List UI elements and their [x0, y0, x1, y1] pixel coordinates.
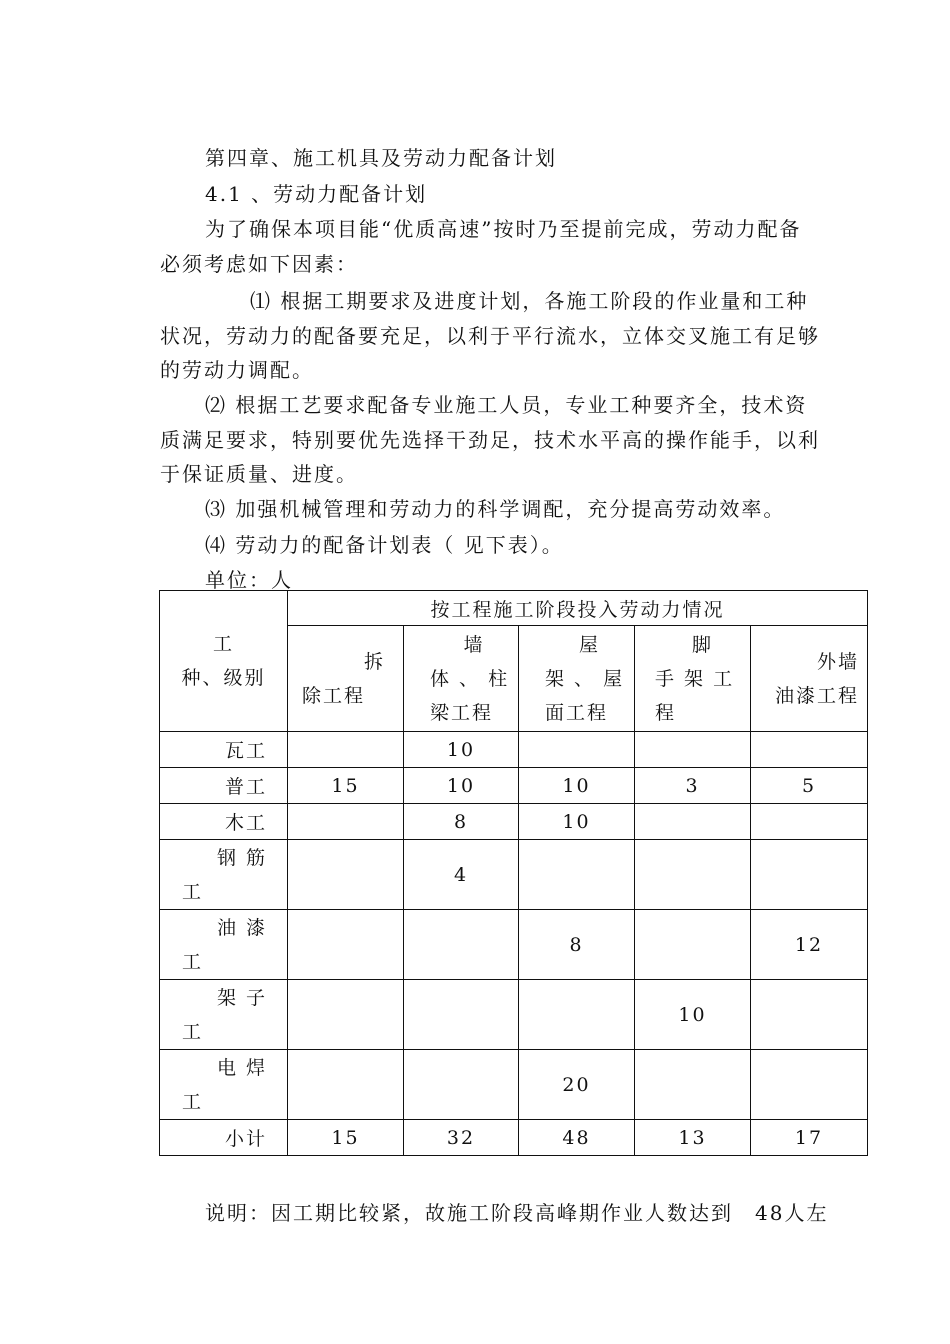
table-cell: 5 — [751, 768, 868, 804]
col-header-line: 程 — [655, 701, 677, 724]
col-header-line: 架 、 屋 — [545, 667, 625, 690]
table-cell: 15 — [288, 1120, 404, 1156]
item2-line-3: 于保证质量、进度。 — [160, 462, 358, 486]
table-cell — [404, 980, 519, 1050]
row-label-line-1: 架 子 — [216, 986, 267, 1009]
col-header-line: 面工程 — [545, 701, 609, 724]
col-header-wall — [404, 626, 519, 732]
col-header-line: 油漆工程 — [775, 684, 860, 707]
table-row — [160, 910, 868, 980]
table-cell: 10 — [404, 768, 519, 804]
item4: ⑷ 劳动力的配备计划表（ 见下表）。 — [205, 533, 564, 557]
table-cell: 48 — [519, 1120, 635, 1156]
intro-line-1: 为了确保本项目能“优质高速”按时乃至提前完成，劳动力配备 — [205, 217, 802, 241]
row-label: 普工 — [160, 768, 288, 804]
col-header-line: 墙 — [463, 633, 485, 656]
table-cell — [288, 980, 404, 1050]
row-label — [160, 910, 288, 980]
table-cell — [519, 732, 635, 768]
chapter-title: 第四章、施工机具及劳动力配备计划 — [205, 146, 557, 170]
table-cell — [751, 732, 868, 768]
col-header-line: 拆 — [363, 650, 385, 673]
type-header — [160, 591, 288, 732]
group-header: 按工程施工阶段投入劳动力情况 — [288, 591, 868, 626]
col-header-line: 外墙 — [817, 650, 860, 673]
col-header-line: 脚 — [691, 633, 713, 656]
row-label: 木工 — [160, 804, 288, 840]
row-label-line-1: 电 焊 — [216, 1056, 267, 1079]
item2-line-1: ⑵ 根据工艺要求配备专业施工人员，专业工种要齐全，技术资 — [205, 393, 808, 417]
table-row — [160, 840, 868, 910]
table-cell — [519, 840, 635, 910]
table-cell — [288, 1050, 404, 1120]
table-cell: 15 — [288, 768, 404, 804]
table-cell — [519, 980, 635, 1050]
table-cell: 8 — [519, 910, 635, 980]
table-cell — [635, 910, 751, 980]
item1-line-3: 的劳动力调配。 — [160, 358, 314, 382]
col-header-roof — [519, 626, 635, 732]
col-header-line: 除工程 — [302, 684, 366, 707]
table-cell — [751, 1050, 868, 1120]
col-header-demolition — [288, 626, 404, 732]
row-label-line-2: 工 — [182, 880, 204, 903]
item3: ⑶ 加强机械管理和劳动力的科学调配，充分提高劳动效率。 — [205, 497, 786, 521]
table-row-subtotal — [160, 1120, 868, 1156]
col-header-scaffold — [635, 626, 751, 732]
table-cell: 10 — [635, 980, 751, 1050]
row-label-line-2: 工 — [182, 1020, 204, 1043]
table-cell: 10 — [519, 804, 635, 840]
table-cell: 10 — [404, 732, 519, 768]
intro-line-2: 必须考虑如下因素： — [160, 252, 358, 276]
row-label — [160, 840, 288, 910]
row-label-line-2: 工 — [182, 1090, 204, 1113]
table-cell — [635, 732, 751, 768]
item1-line-1: ⑴ 根据工期要求及进度计划，各施工阶段的作业量和工种 — [250, 289, 809, 313]
table-row — [160, 732, 868, 768]
row-label — [160, 980, 288, 1050]
table-cell: 4 — [404, 840, 519, 910]
table-row — [160, 1050, 868, 1120]
table-cell — [288, 840, 404, 910]
table-cell — [288, 732, 404, 768]
table-cell — [288, 804, 404, 840]
table-row — [160, 768, 868, 804]
row-label: 小计 — [160, 1120, 288, 1156]
col-header-exterior-paint — [751, 626, 868, 732]
table-cell: 10 — [519, 768, 635, 804]
item2-line-2: 质满足要求，特别要优先选择干劲足，技术水平高的操作能手，以利 — [160, 428, 820, 452]
table-cell: 17 — [751, 1120, 868, 1156]
type-header-line-1: 工 — [212, 633, 234, 655]
table-cell — [751, 980, 868, 1050]
col-header-line: 体 、 柱 — [430, 667, 510, 690]
col-header-line: 屋 — [578, 633, 600, 656]
table-cell — [404, 1050, 519, 1120]
table-row — [160, 804, 868, 840]
item1-line-2: 状况，劳动力的配备要充足，以利于平行流水，立体交叉施工有足够 — [160, 324, 820, 348]
table-row — [160, 980, 868, 1050]
table-cell: 32 — [404, 1120, 519, 1156]
note-text: 说明：因工期比较紧，故施工阶段高峰期作业人数达到 48人左 — [205, 1201, 829, 1225]
table-cell: 12 — [751, 910, 868, 980]
table-cell — [404, 910, 519, 980]
row-label-line-1: 钢 筋 — [216, 846, 267, 869]
table-cell: 20 — [519, 1050, 635, 1120]
type-header-line-2: 种、级别 — [181, 667, 266, 689]
table-cell — [288, 910, 404, 980]
row-label — [160, 1050, 288, 1120]
table-cell — [635, 804, 751, 840]
section-title: 4.1 、劳动力配备计划 — [205, 182, 428, 206]
unit-label: 单位：人 — [205, 568, 293, 592]
row-label-line-1: 油 漆 — [216, 916, 267, 939]
row-label: 瓦工 — [160, 732, 288, 768]
table-cell — [635, 1050, 751, 1120]
col-header-line: 梁工程 — [430, 701, 494, 724]
table-cell — [751, 840, 868, 910]
col-header-line: 手 架 工 — [655, 667, 735, 690]
table-cell: 3 — [635, 768, 751, 804]
table-cell: 8 — [404, 804, 519, 840]
table-cell — [751, 804, 868, 840]
table-cell: 13 — [635, 1120, 751, 1156]
table-cell — [635, 840, 751, 910]
labor-plan-table — [159, 590, 868, 1156]
row-label-line-2: 工 — [182, 950, 204, 973]
